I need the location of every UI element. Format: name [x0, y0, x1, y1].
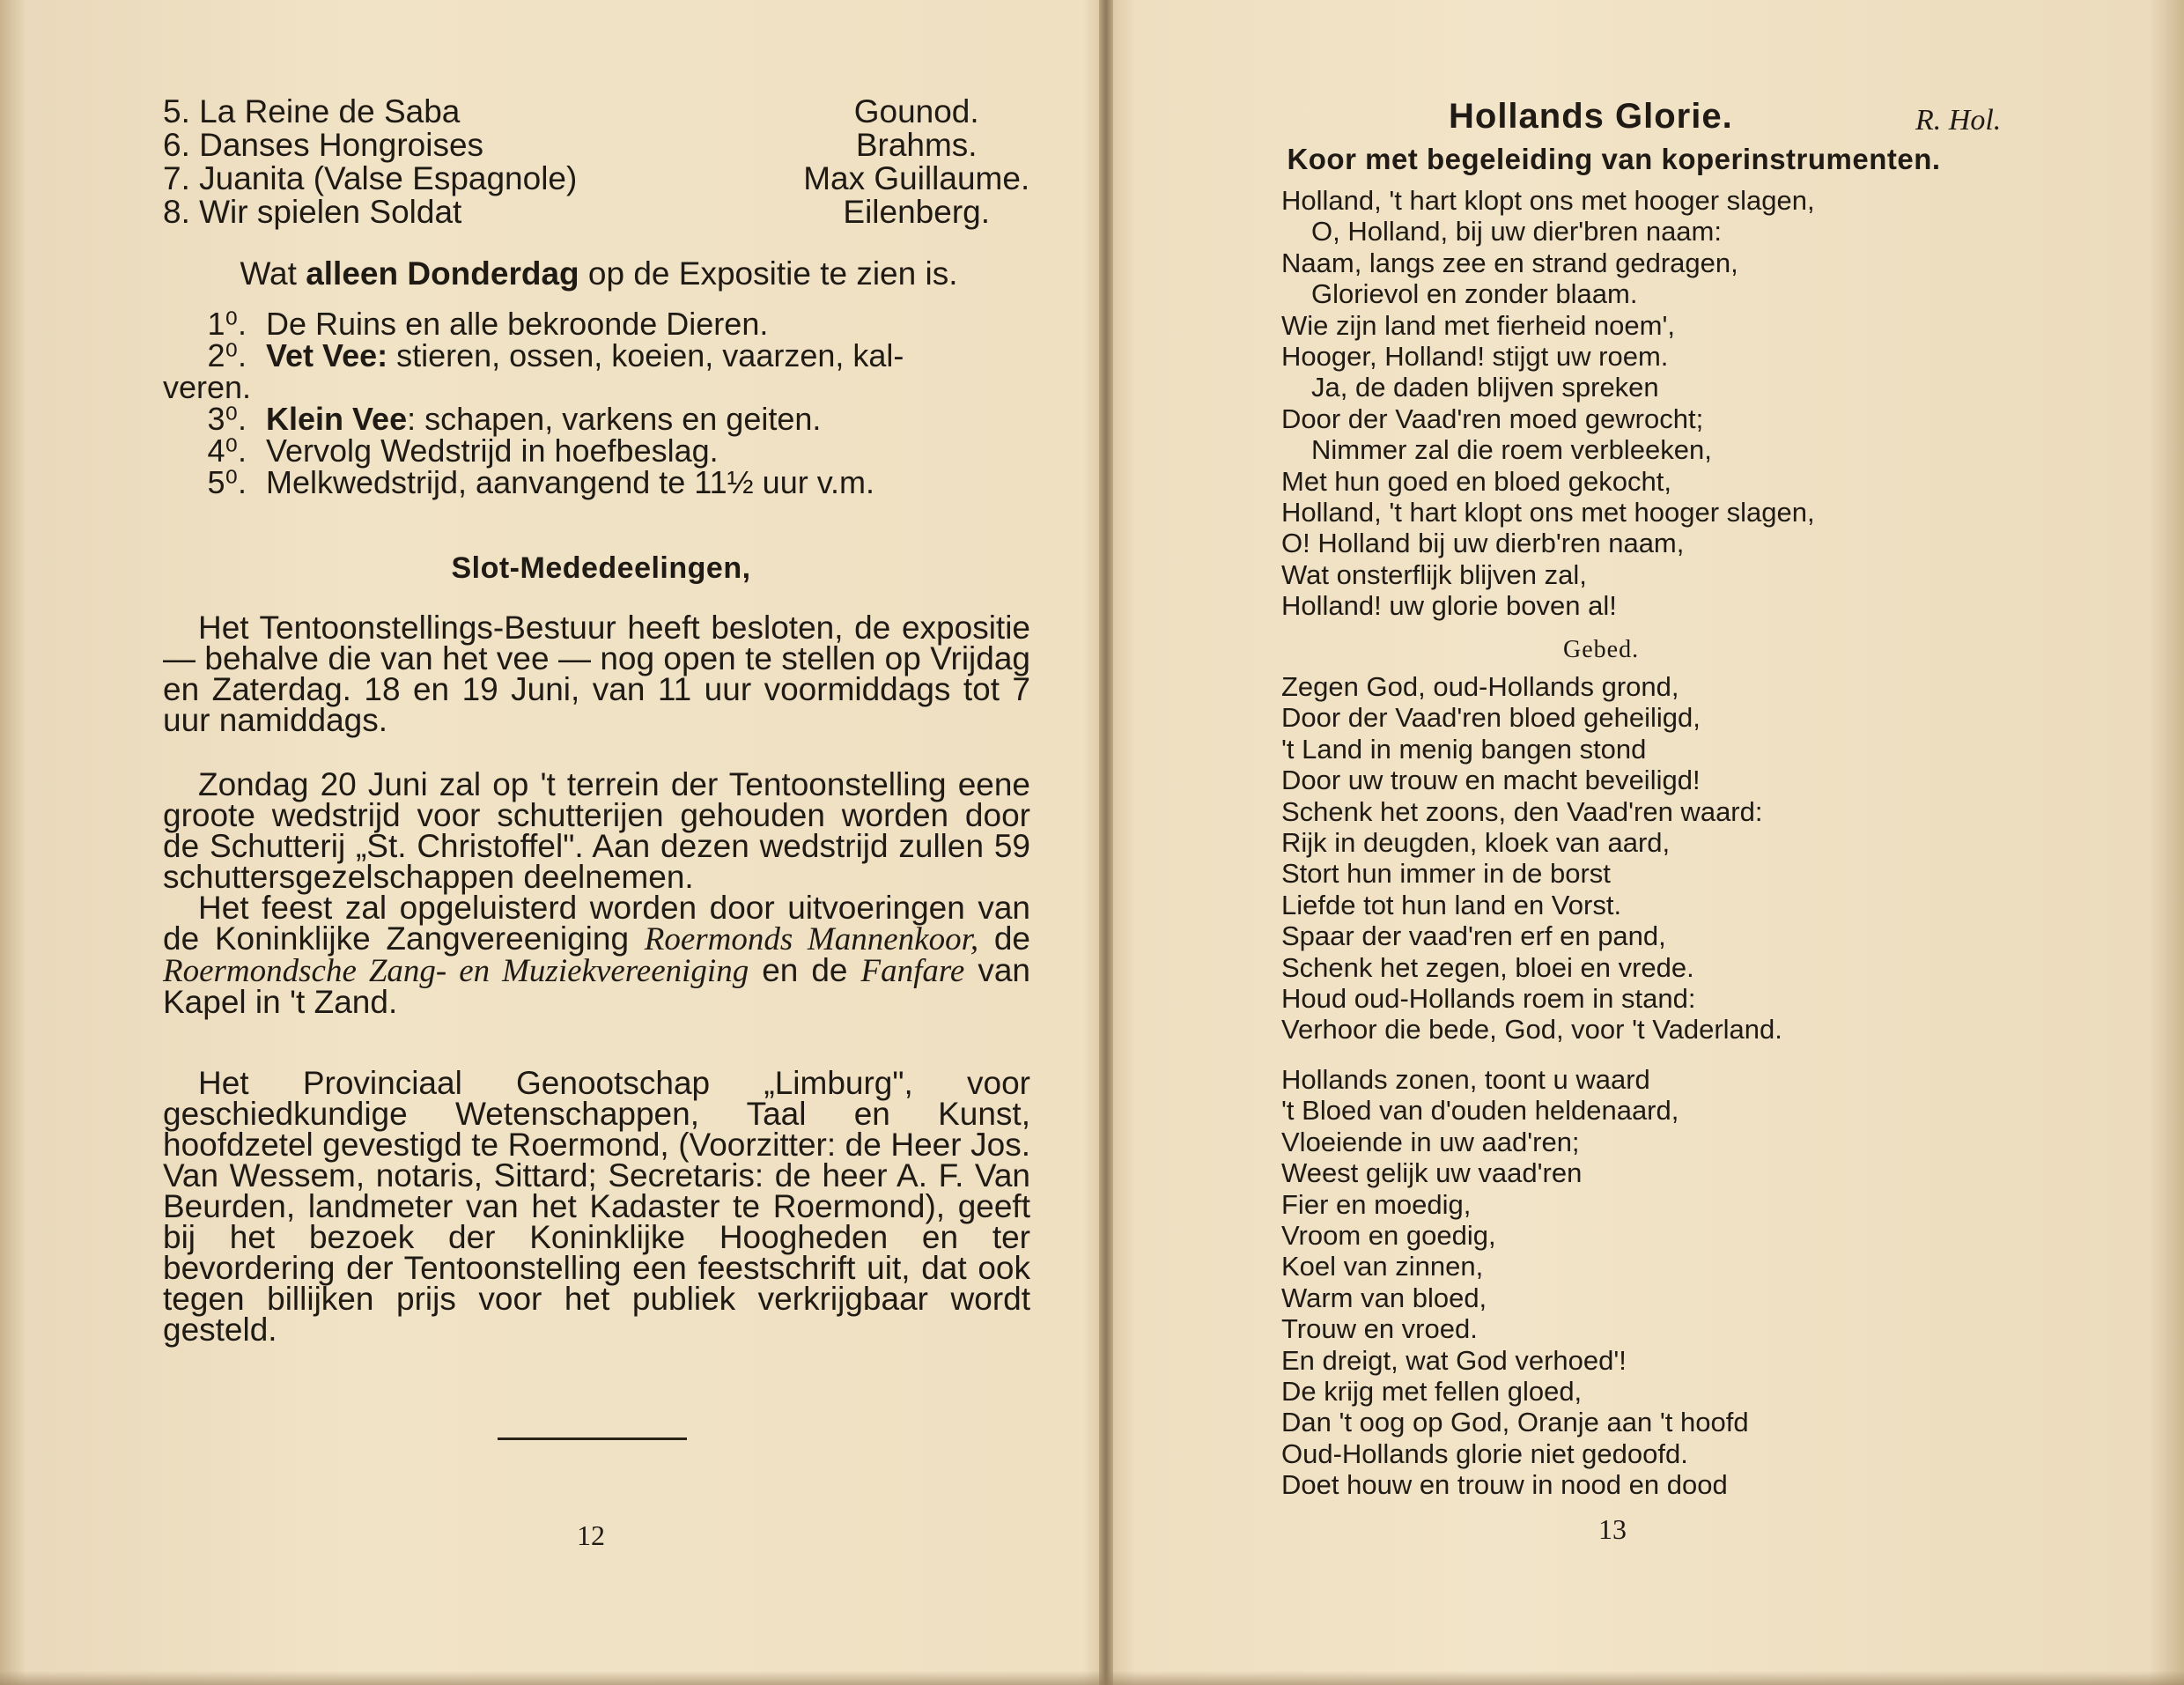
poem-author: R. Hol. — [1915, 104, 2002, 137]
poem-line: Met hun goed en bloed gekocht, — [1281, 465, 1671, 497]
poem-line: Holland! uw glorie boven al! — [1281, 590, 1617, 622]
poem-line: Dan 't oog op God, Oranje aan 't hoofd — [1281, 1407, 1749, 1438]
poem-line: Weest gelijk uw vaad'ren — [1281, 1157, 1583, 1189]
poem-line: Holland, 't hart klopt ons met hooger slagen, — [1281, 185, 1815, 216]
list-item: 4⁰. Vervolg Wedstrijd in hoefbeslag. — [207, 432, 719, 469]
poem-line: Door uw trouw en macht beveiligd! — [1281, 765, 1701, 796]
program-row: 5. La Reine de Saba Gounod. — [163, 93, 979, 129]
poem-line: Wat onsterflijk blijven zal, — [1281, 558, 1587, 590]
concert-program — [163, 95, 1039, 229]
poem-line: En dreigt, wat God verhoed'! — [1281, 1344, 1627, 1376]
poem-line: Stort hun immer in de borst — [1281, 858, 1611, 890]
poem-line: Trouw en vroed. — [1281, 1313, 1478, 1345]
poem-line: Holland, 't hart klopt ons met hooger slagen, — [1281, 496, 1815, 528]
paragraph: Het Tentoonstellings-Bestuur heeft besloten, de expositie — behalve die van het vee — nog open te stellen op Vrijdag en Zaterdag. 18 en 19 Juni, van 11 uur voormiddags tot 7 uur namiddags. — [163, 610, 1030, 738]
program-row: 8. Wir spielen Soldat Eilenberg. — [163, 194, 990, 230]
poem-line: Verhoor die bede, God, voor 't Vaderland. — [1281, 1014, 1782, 1046]
page-edge — [0, 1671, 2184, 1685]
poem-line: Vroom en goedig, — [1281, 1219, 1496, 1251]
poem-line: Ja, de daden blijven spreken — [1311, 372, 1659, 403]
slot-heading: Slot-Mededeelingen, — [451, 551, 751, 585]
page-number: 12 — [577, 1519, 605, 1551]
paragraph: Zondag 20 Juni zal op 't terrein der Tentoonstelling eene groote wedstrijd voor schutterijen gehouden worden door de Schutterij „St. Christoffel". Aan dezen wedstrijd zullen 59 schuttersgezelschappen deelnemen. Het feest zal opgeluisterd worden door uitvoeringen van de Koninklijke Zangvereeniging Roermonds Mannenkoor, de Roermondsche Zang- en Muziekvereeniging en de Fanfare van Kapel in 't Zand. — [163, 766, 1031, 1020]
thursday-heading: Wat alleen Donderdag op de Expositie te zien is. — [240, 255, 958, 292]
poem-line: Spaar der vaad'ren erf en pand, — [1281, 920, 1666, 952]
poem-line: Liefde tot hun land en Vorst. — [1281, 889, 1622, 920]
poem-line: De krijg met fellen gloed, — [1281, 1375, 1583, 1407]
page-number: 13 — [1598, 1513, 1627, 1545]
divider — [498, 1437, 687, 1440]
list-item: 5⁰. Melkwedstrijd, aanvangend te 11½ uur v.m. — [207, 464, 875, 500]
poem-line: Wie zijn land met fierheid noem', — [1281, 309, 1676, 341]
poem-line: O, Holland, bij uw dier'bren naam: — [1311, 216, 1722, 248]
poem-line: Fier en moedig, — [1281, 1188, 1472, 1220]
poem-line: Vloeiende in uw aad'ren; — [1281, 1126, 1580, 1157]
program-row: 7. Juanita (Valse Espagnole) Max Guillaume. — [163, 160, 1030, 196]
poem-line: Houd oud-Hollands roem in stand: — [1281, 982, 1696, 1014]
poem-line: Hollands zonen, toont u waard — [1281, 1064, 1650, 1095]
poem-subtitle: Koor met begeleiding van koperinstrumenten. — [1287, 143, 1941, 175]
poem-line: 't Bloed van d'ouden heldenaard, — [1281, 1095, 1679, 1127]
program-row: 6. Danses Hongroises Brahms. — [163, 127, 978, 163]
paragraph: Het Provinciaal Genootschap „Limburg", voor geschiedkundige Wetenschappen, Taal en Kunst, hoofdzetel gevestigd te Roermond, (Voorzitter: de Heer Jos. Van Wessem, notaris, Sittard; Secretaris: de heer A. F. Van Beurden, landmeter van het Kadaster te Roermond), geeft bij het bezoek der Koninklijke Hoogheden en ter bevordering der Tentoonstelling een feestschrift uit, dat ook tegen billijken prijs voor het publiek verkrijgbaar wordt gesteld. — [163, 1065, 1030, 1348]
poem-line: Rijk in deugden, kloek van aard, — [1281, 826, 1671, 858]
list-item: 3⁰. Klein Vee: schapen, varkens en geiten. — [207, 401, 822, 437]
poem-line: Door der Vaad'ren bloed geheiligd, — [1281, 702, 1701, 734]
poem-stanza-1 — [1281, 185, 1815, 621]
list-item: 1⁰. De Ruins en alle bekroonde Dieren. — [207, 306, 769, 342]
poem-line: Warm van bloed, — [1281, 1282, 1487, 1313]
poem-line: Nimmer zal die roem verbleeken, — [1311, 434, 1712, 466]
list-item: 2⁰. Vet Vee: stieren, ossen, koeien, vaarzen, kal- — [207, 337, 904, 373]
poem-line: Schenk het zoons, den Vaad'ren waard: — [1281, 795, 1763, 827]
poem-title: Hollands Glorie. — [1449, 97, 1733, 136]
poem-stanza-3 — [1281, 1064, 1749, 1500]
poem-stanza-2 — [1281, 671, 1782, 1046]
poem-line: Doet houw en trouw in nood en dood — [1281, 1469, 1728, 1501]
poem-line: Oud-Hollands glorie niet gedoofd. — [1281, 1437, 1688, 1469]
poem-line: 't Land in menig bangen stond — [1281, 733, 1647, 765]
poem-line: Naam, langs zee en strand gedragen, — [1281, 247, 1738, 278]
poem-line: Hooger, Holland! stijgt uw roem. — [1281, 340, 1669, 372]
list-item: veren. — [163, 369, 252, 405]
poem-line: O! Holland bij uw dierb'ren naam, — [1281, 528, 1685, 559]
thursday-list — [163, 306, 1044, 500]
poem-line: Zegen God, oud-Hollands grond, — [1281, 671, 1679, 702]
poem-line: Koel van zinnen, — [1281, 1251, 1484, 1282]
poem-line: Schenk het zegen, bloei en vrede. — [1281, 951, 1694, 983]
poem-line: Glorievol en zonder blaam. — [1311, 278, 1638, 310]
poem-line: Door der Vaad'ren moed gewrocht; — [1281, 403, 1704, 434]
gebed-label: Gebed. — [1563, 636, 1640, 663]
